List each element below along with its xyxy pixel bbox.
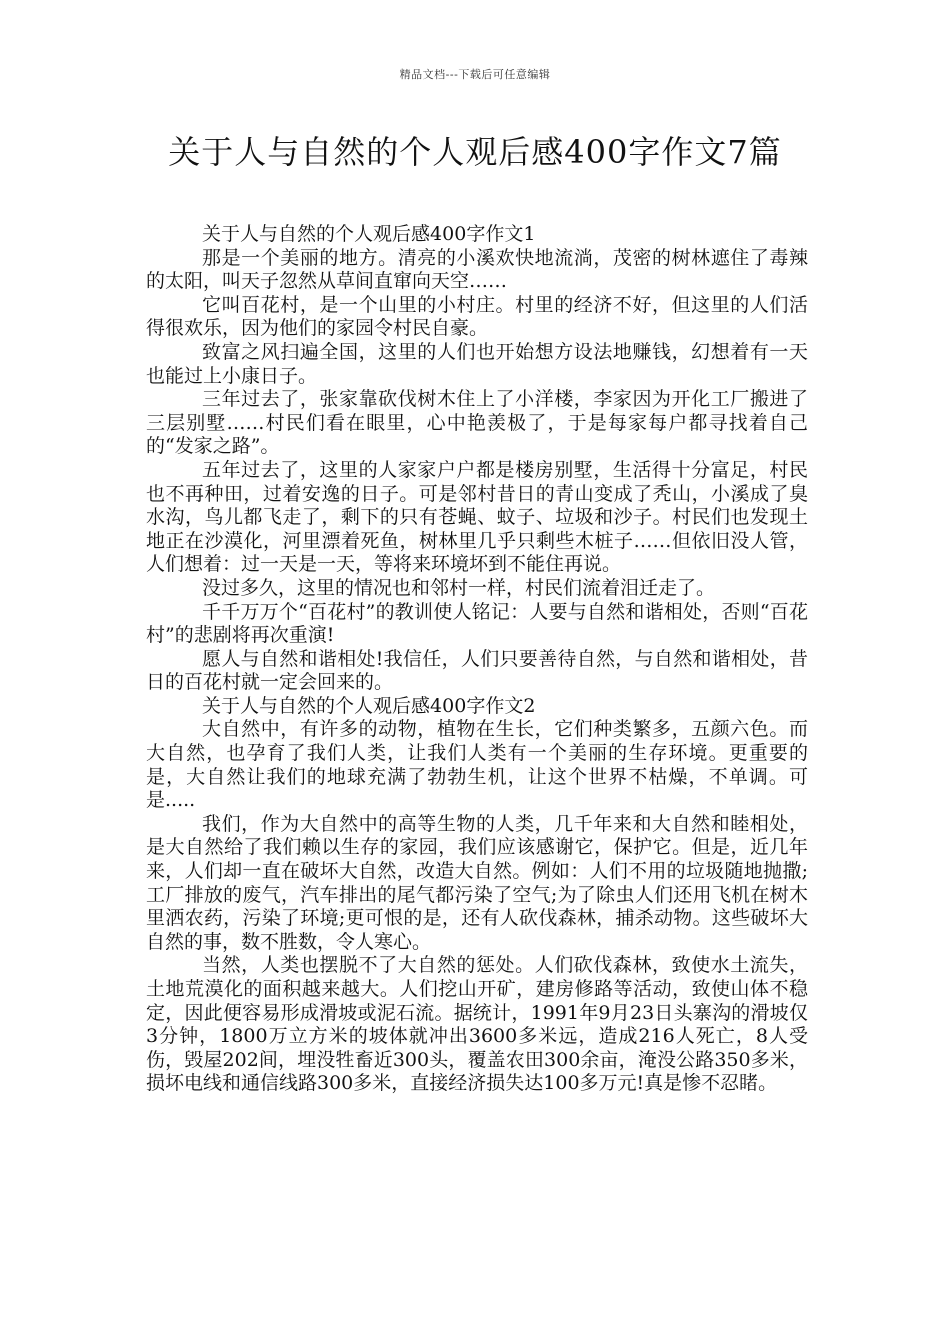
header-note: 精品文档---下载后可任意编辑: [399, 68, 551, 81]
paragraph: 没过多久，这里的情况也和邻村一样，村民们流着泪迁走了。: [202, 576, 716, 599]
paragraph: 大自然中，有许多的动物，植物在生长，它们种类繁多，五颜六色。而大自然，也孕育了我们人类，让我们人类有一个美丽的生存环境。更重要的是，大自然让我们的地球充满了勃勃生机，让这个世界不枯燥，不单调。可是.....: [146, 718, 808, 812]
paragraph: 三年过去了，张家靠砍伐树木住上了小洋楼，李家因为开化工厂搬进了三层别墅……村民们看在眼里，心中艳羡极了，于是每家每户都寻找着自己的“发家之路”。: [146, 388, 808, 458]
document-title: 关于人与自然的个人观后感400字作文7篇: [168, 133, 782, 171]
paragraph: 那是一个美丽的地方。清亮的小溪欢快地流淌，茂密的树林遮住了毒辣的太阳，叫天子忽然从草间直窜向天空……: [146, 246, 808, 293]
paragraph: 千千万万个“百花村”的教训使人铭记：人要与自然和谐相处，否则“百花村”的悲剧将再次重演!: [146, 600, 808, 647]
paragraph: 我们，作为大自然中的高等生物的人类，几千年来和大自然和睦相处，是大自然给了我们赖以生存的家园，我们应该感谢它，保护它。但是，近几年来，人们却一直在破坏大自然，改造大自然。例如：人们不用的垃圾随地抛撒;工厂排放的废气，汽车排出的尾气都污染了空气;为了除虫人们还用飞机在树木里洒农药，污染了环境;更可恨的是，还有人砍伐森林，捕杀动物。这些破坏大自然的事，数不胜数，令人寒心。: [146, 812, 808, 953]
document-body: [146, 223, 808, 1096]
paragraph: 五年过去了，这里的人家家户户都是楼房别墅，生活得十分富足，村民也不再种田，过着安逸的日子。可是邻村昔日的青山变成了秃山，小溪成了臭水沟，鸟儿都飞走了，剩下的只有苍蝇、蚊子、垃圾和沙子。村民们也发现土地正在沙漠化，河里漂着死鱼，树林里几乎只剩些木桩子……但依旧没人管，人们想着：过一天是一天，等将来环境坏到不能住再说。: [146, 458, 808, 576]
paragraph: 当然，人类也摆脱不了大自然的惩处。人们砍伐森林，致使水土流失，土地荒漠化的面积越来越大。人们挖山开矿，建房修路等活动，致使山体不稳定，因此便容易形成滑坡或泥石流。据统计，1991年9月23日头寨沟的滑坡仅3分钟，1800万立方米的坡体就冲出3600多米远，造成216人死亡，8人受伤，毁屋202间，埋没牲畜近300头，覆盖农田300余亩，淹没公路350多米，损坏电线和通信线路300多米，直接经济损失达100多万元!真是惨不忍睹。: [146, 954, 808, 1095]
paragraph: 它叫百花村，是一个山里的小村庄。村里的经济不好，但这里的人们活得很欢乐，因为他们的家园令村民自豪。: [146, 293, 808, 340]
paragraph: 致富之风扫遍全国，这里的人们也开始想方设法地赚钱，幻想着有一天也能过上小康日子。: [146, 340, 808, 387]
paragraph: 愿人与自然和谐相处!我信任，人们只要善待自然，与自然和谐相处，昔日的百花村就一定会回来的。: [146, 647, 808, 694]
essay-2-heading: 关于人与自然的个人观后感400字作文2: [202, 694, 536, 717]
essay-1-heading: 关于人与自然的个人观后感400字作文1: [202, 223, 536, 245]
